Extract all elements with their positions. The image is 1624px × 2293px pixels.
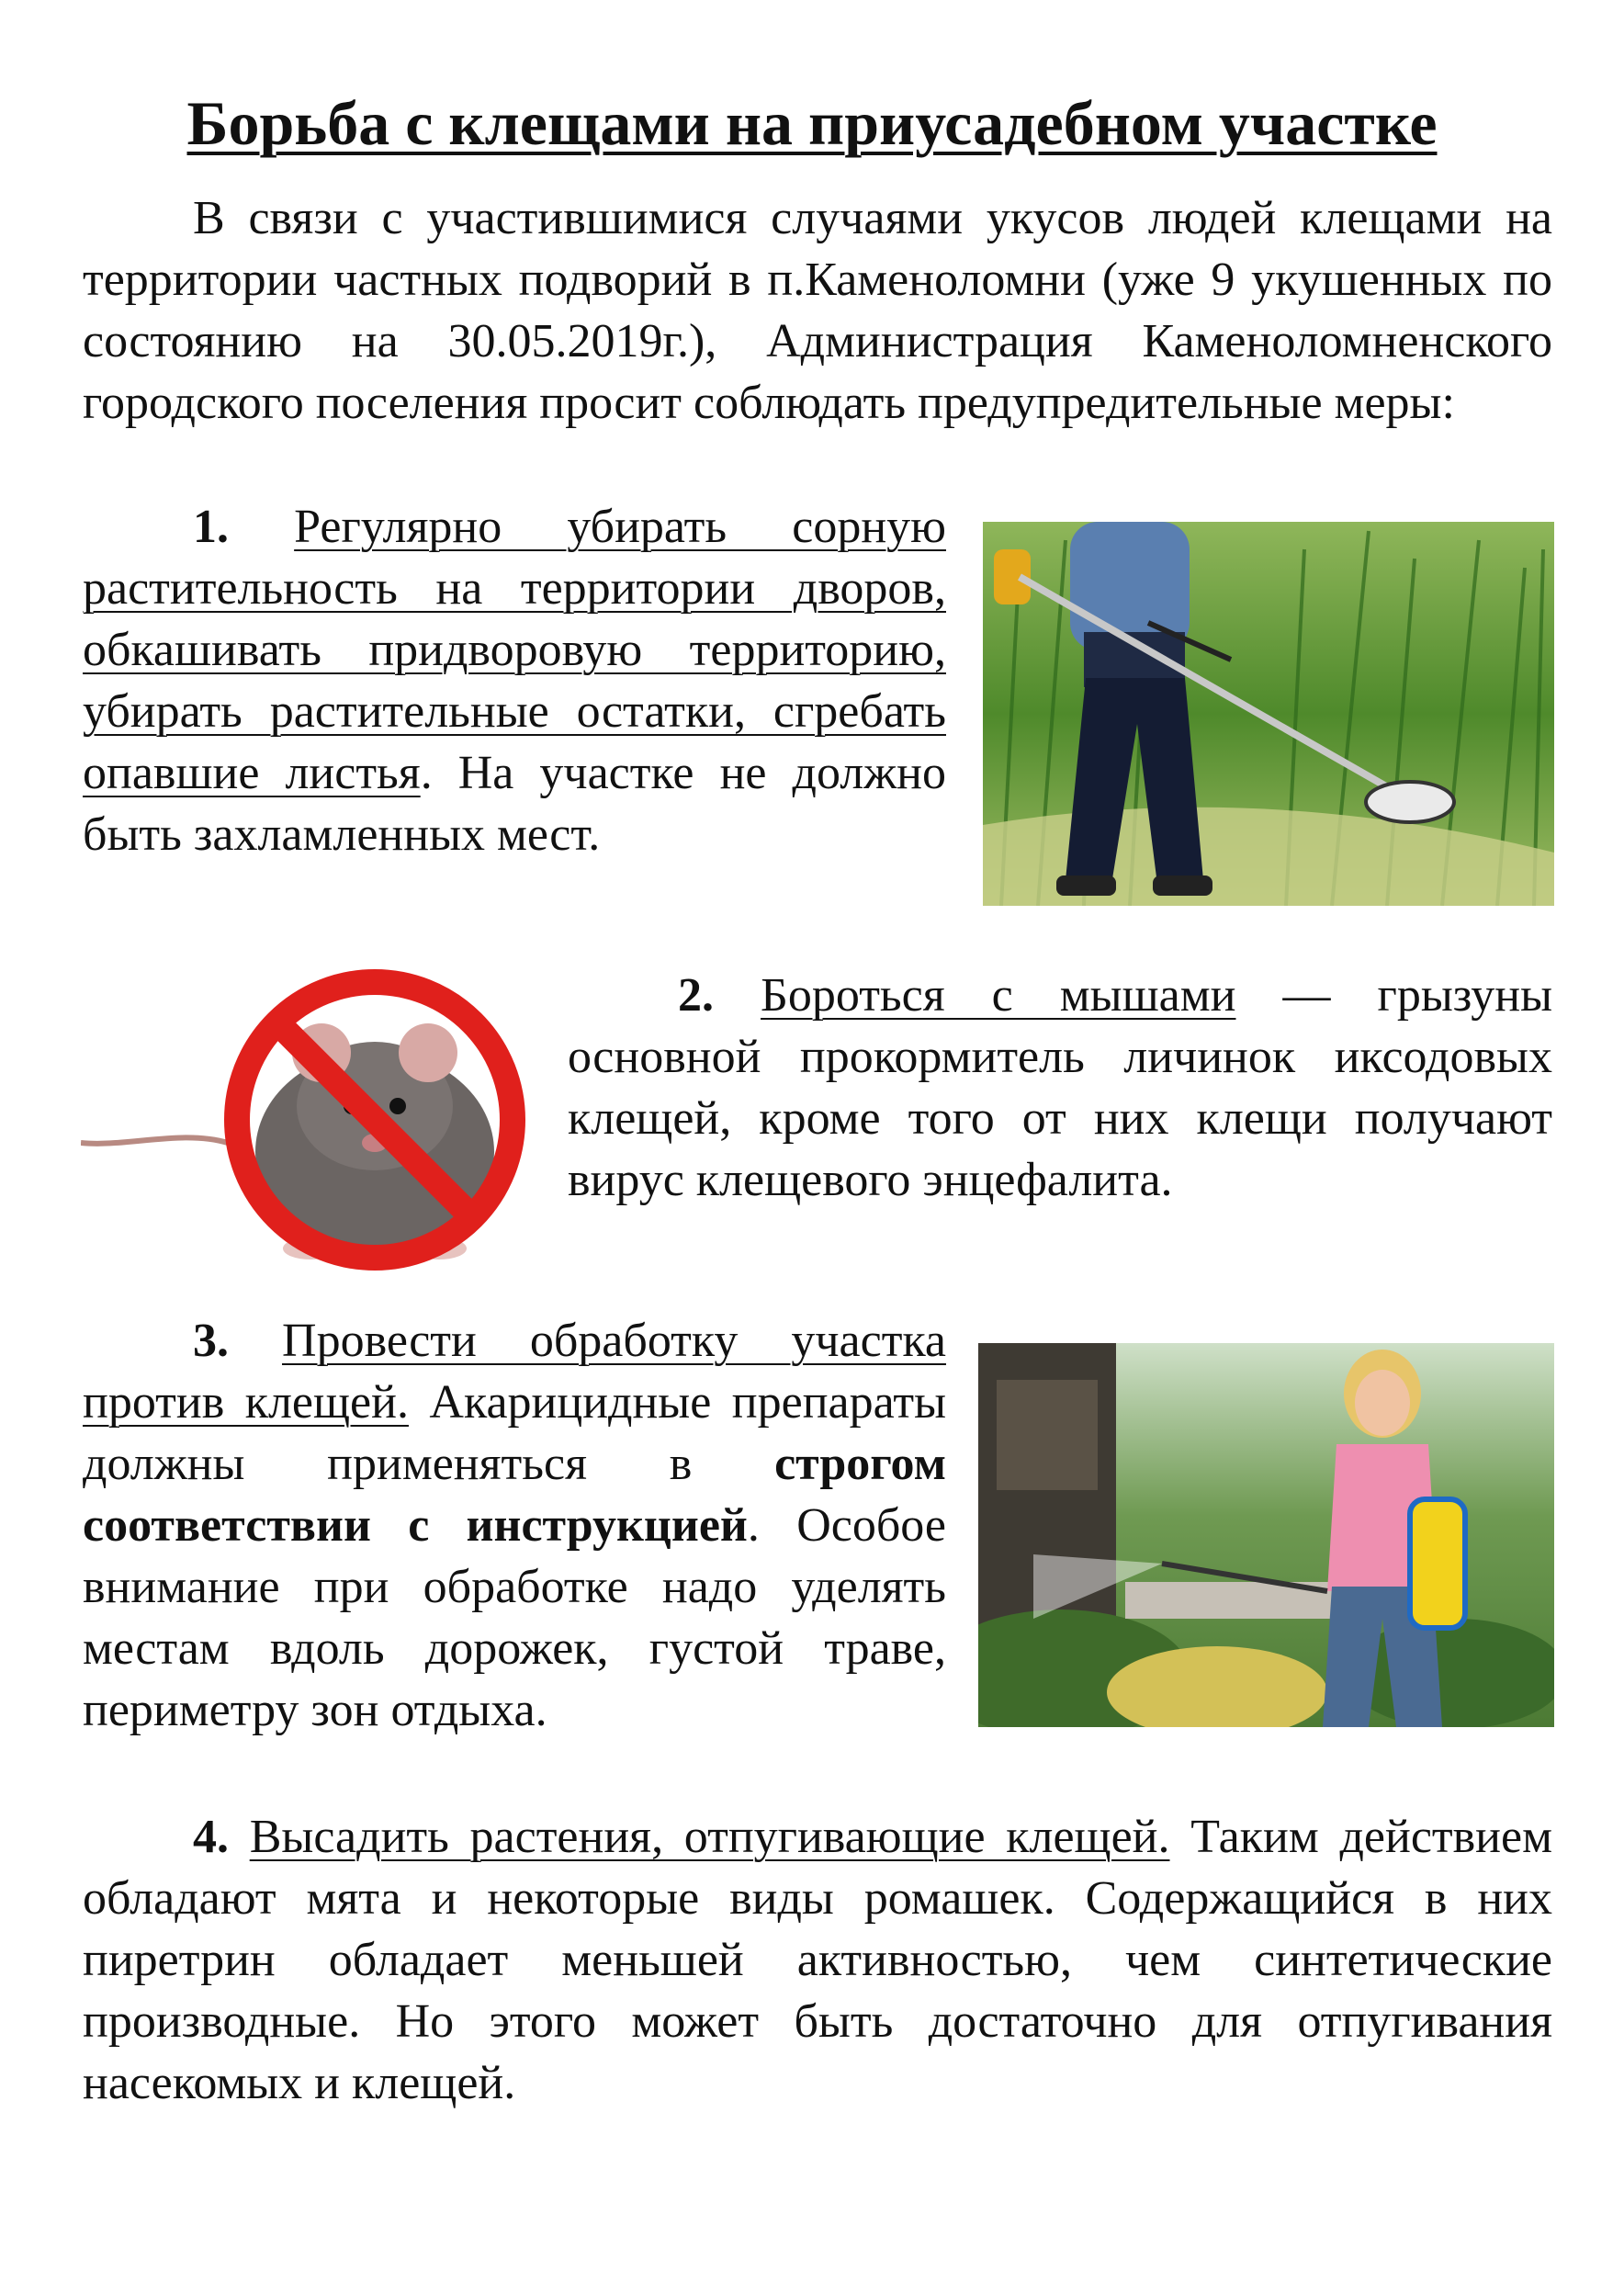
- item-1-heading: Регулярно убирать сорную растительность на территории дворов, обкашивать придворовую территорию, убирать растительные остатки, сгребать опавшие листья: [83, 501, 946, 799]
- item-1-text: . На участке не должно быть захламленных мест.: [83, 747, 947, 861]
- intro-paragraph: [83, 187, 1552, 434]
- page-title: Борьба с клещами на приусадебном участке: [186, 88, 1438, 158]
- item-3-number: 3.: [193, 1315, 229, 1367]
- item-4-number: 4.: [193, 1811, 229, 1863]
- item-4-text: Таким действием обладают мята и некоторые виды ромашек. Содержащийся в них пиретрин обладает меньшей активностью, чем синтетические производные. Но этого может быть достаточно для отпугивания насекомых и клещей.: [83, 1811, 1552, 2109]
- item-3-text-a: Акарицидные препараты должны применяться в: [83, 1376, 947, 1490]
- item-3-heading: Провести обработку участка против клещей.: [83, 1315, 946, 1429]
- item-3-paragraph: [83, 1310, 946, 1741]
- item-4-paragraph: [83, 1806, 1552, 2114]
- item-2-text: — грызуны основной прокормитель личинок иксодовых клещей, кроме того от них клещи получают вирус клещевого энцефалита.: [568, 969, 1553, 1206]
- intro-text: В связи с участившимися случаями укусов людей клещами на территории частных подворий в п.Каменоломни (уже 9 укушенных по состоянию на 30.05.2019г.), Администрация Каменоломненского городского поселения просит соблюдать предупредительные меры:: [83, 192, 1552, 429]
- item-2-heading: Бороться с мышами: [761, 969, 1236, 1022]
- item-3-bold: строгом соответствии с инструкцией: [83, 1438, 946, 1552]
- garden-spraying-photo: [978, 1343, 1554, 1727]
- item-1-paragraph: [83, 496, 946, 865]
- item-2-number: 2.: [678, 969, 714, 1022]
- item-1-number: 1.: [193, 501, 229, 553]
- item-2-paragraph: [568, 965, 1552, 1211]
- item-4-heading: Высадить растения, отпугивающие клещей.: [249, 1811, 1170, 1863]
- item-3-text-b: . Особое внимание при обработке надо уделять местам вдоль дорожек, густой траве, периметру зон отдыха.: [83, 1499, 946, 1736]
- mowing-photo: [983, 522, 1554, 906]
- no-rodents-sign: [81, 968, 549, 1271]
